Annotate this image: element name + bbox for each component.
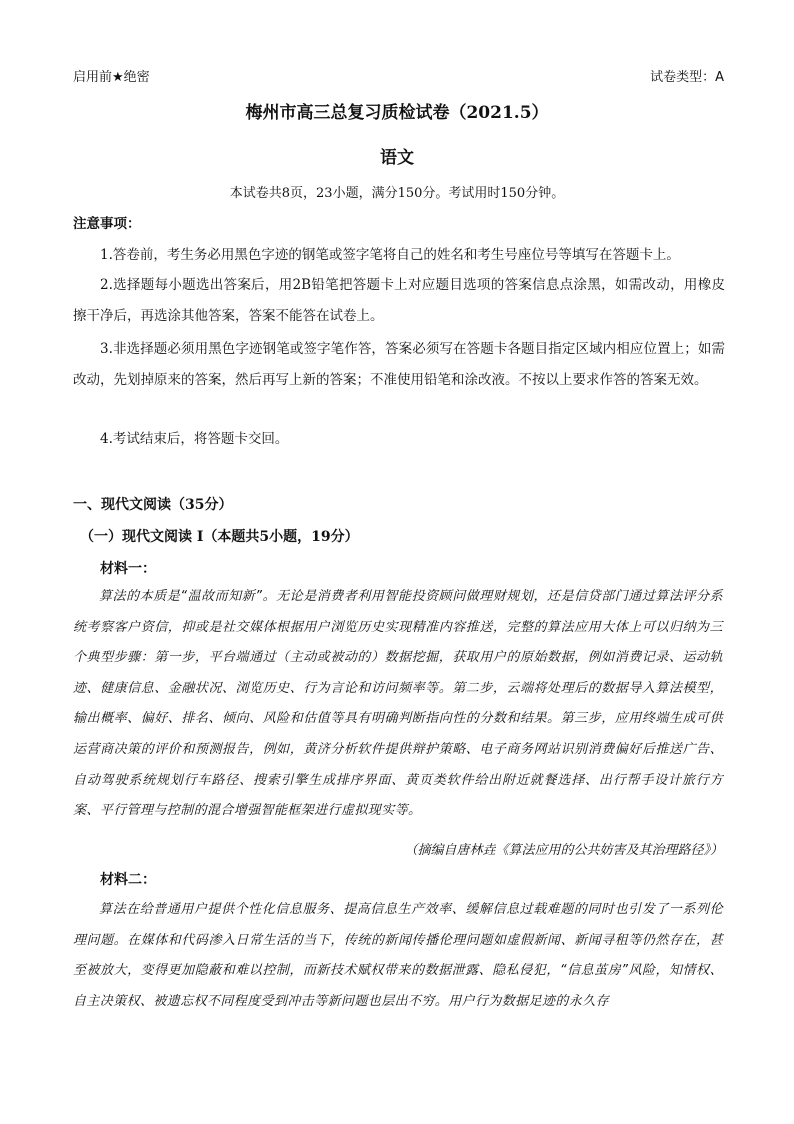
note-item-2: 2.选择题每小题选出答案后，用2B铅笔把答题卡上对应题目选项的答案信息点涂黑，如需改动，用橡皮擦干净后，再选涂其他答案，答案不能答在试卷上。 (73, 277, 725, 324)
material1-text: 算法的本质是“温故而知新”。无论是消费者利用智能投资顾问做理财规划，还是信贷部门通过算法评分系统考察客户资信，抑或是社交媒体根据用户浏览历史实现精准内容推送，完整的算法应用大体上可以归纳为三个典型步骤：第一步，平台端通过（主动或被动的）数据挖掘，获取用户的原始数据，例如消费记录、运动轨迹、健康信息、金融状况、浏览历史、行为言论和访问频率等。第二步，云端将处理后的数据导入算法模型，输出概率、偏好、排名、倾向、风险和估值等具有明确判断指向性的分数和结果。第三步，应用终端生成可供运营商决策的评价和预测报告，例如，黄济分析软件提供辩护策略、电子商务网站识别消费偏好后推送广告、自动驾驶系统规划行车路径、搜索引擎生成排序界面、黄页类软件给出附近就餐选择、出行帮手设计旅行方案、平行管理与控制的混合增强智能框架进行虚拟现实等。 (73, 589, 723, 819)
material1-label: 材料一： (100, 561, 156, 577)
exam-info: 本试卷共8页，23小题，满分150分。考试用时150分钟。 (229, 186, 565, 201)
subsection-heading: （一）现代文阅读 I（本题共5小题，19分） (80, 529, 359, 545)
exam-title: 梅州市高三总复习质检试卷（2021.5） (245, 103, 549, 123)
subject-title: 语文 (380, 148, 414, 168)
material2-text: 算法在给普通用户提供个性化信息服务、提高信息生产效率、缓解信息过载难题的同时也引发了一系列伦理问题。在媒体和代码渗入日常生活的当下，传统的新闻传播伦理问题如虚假新闻、新闻寻租等仍然存在，甚至被放大，变得更加隐蔽和难以控制，而新技术赋权带来的数据泄露、隐私侵犯，“信息茧房”风险，知情权、自主决策权、被遗忘权不同程度受到冲击等新问题也层出不穷。用户行为数据足迹的永久存 (73, 902, 723, 1009)
section-heading: 一、现代文阅读（35分） (73, 497, 233, 513)
note-item-4: 4.考试结束后，将答题卡交回。 (100, 431, 289, 447)
paper-type-label: 试卷类型：A (650, 70, 724, 85)
material2-label: 材料二： (100, 872, 156, 888)
note-item-3: 3.非选择题必须用黑色字迹钢笔或签字笔作答，答案必须写在答题卡各题目指定区域内相应位置上；如需改动，先划掉原来的答案，然后再写上新的答案；不准使用铅笔和涂改液。不按以上要求作答的答案无效。 (73, 341, 725, 388)
confidential-label: 启用前★绝密 (73, 70, 150, 85)
notes-heading: 注意事项： (73, 216, 141, 232)
note-item-1: 1.答卷前，考生务必用黑色字迹的钢笔或签字笔将自己的姓名和考生号座位号等填写在答题卡上。 (100, 247, 680, 263)
material1-source: （摘编自唐林垚《算法应用的公共妨害及其治理路径》） (404, 843, 723, 858)
